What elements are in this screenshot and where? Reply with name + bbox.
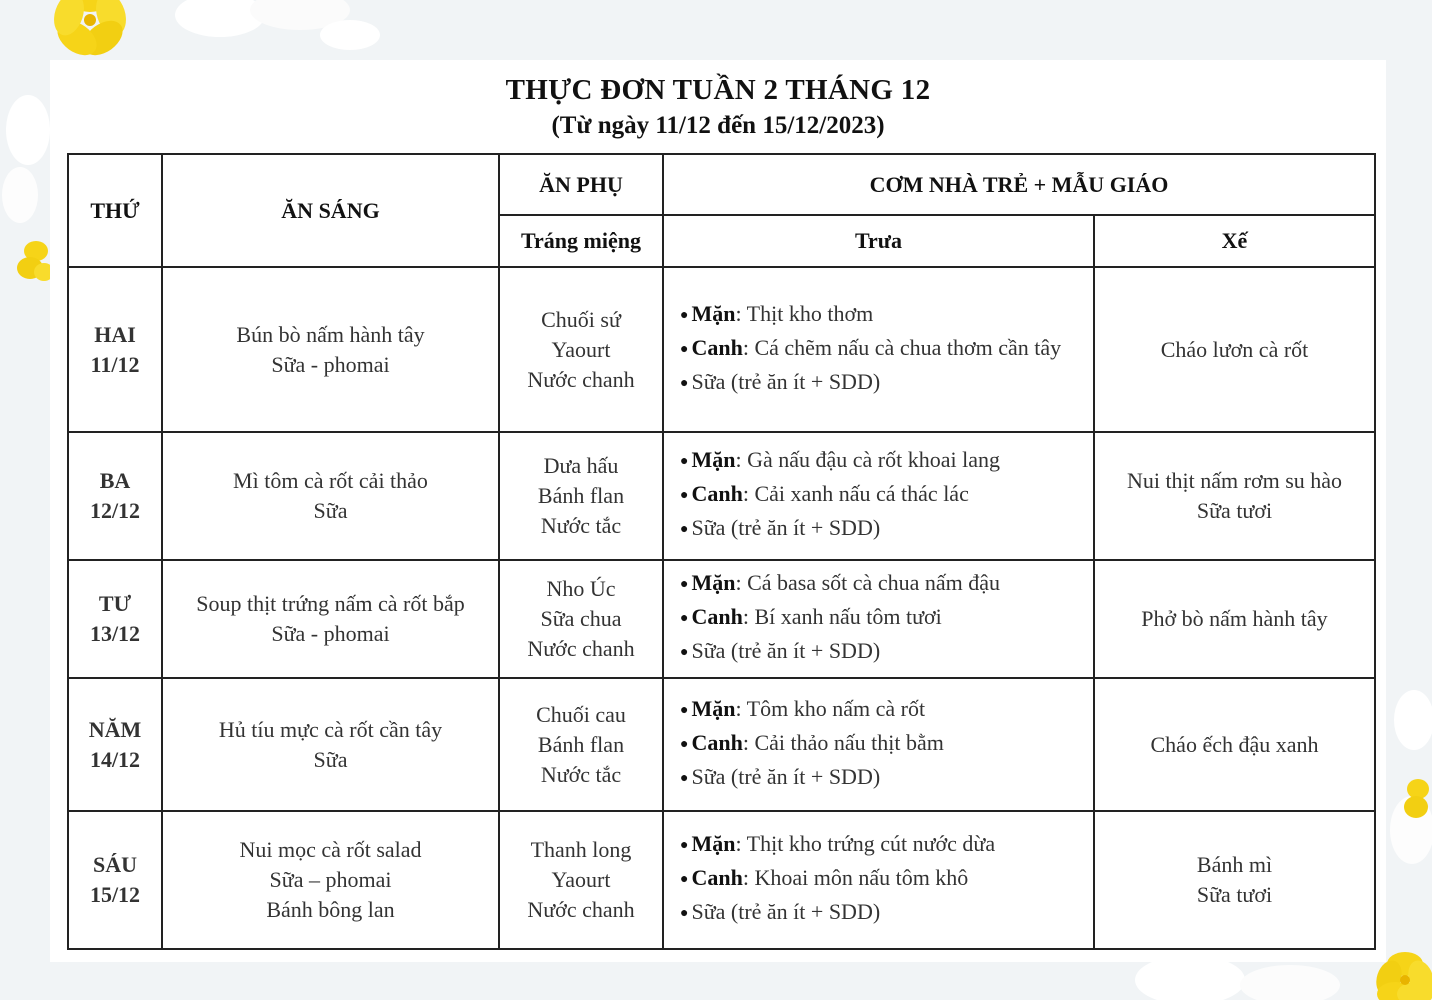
dessert-cell-line: Thanh long [530,837,632,862]
afternoon-cell-line: Nui thịt nấm rơm su hào [1126,468,1343,493]
breakfast-cell-line: Sữa – phomai [269,867,392,892]
lunch-line [680,445,1093,479]
bullet-icon: ● [680,872,689,887]
flower-decoration-right-white [1384,680,1432,880]
lunch-line [680,333,1093,367]
lunch-text: : Tôm kho nấm cà rốt [735,695,926,721]
dessert-cell-line: Nho Úc [546,576,616,601]
dessert-cell [499,811,663,949]
dessert-cell-line: Sữa chua [540,606,622,631]
header-dessert: Tráng miệng [499,215,663,267]
table-row [68,560,1375,678]
lunch-line [680,367,1093,401]
lunch-label: Mặn [691,831,736,856]
day-cell [68,811,162,949]
lunch-cell [663,811,1094,949]
menu-body [68,267,1375,949]
dessert-cell-line: Bánh flan [537,483,625,508]
dessert-cell-line: Yaourt [551,336,611,362]
day-name: TƯ [98,591,132,616]
lunch-text: : Thịt kho thơm [735,300,874,326]
afternoon-cell-line: Cháo lươn cà rốt [1160,336,1309,362]
day-cell [68,267,162,432]
afternoon-cell [1094,678,1375,811]
dessert-cell [499,432,663,560]
dessert-cell-line: Chuối cau [536,701,626,727]
dessert-cell [499,560,663,678]
header-lunch: Trưa [663,215,1094,267]
dessert-cell-line: Nước chanh [527,636,635,661]
day-name: NĂM [88,716,142,742]
dessert-cell [499,678,663,811]
breakfast-cell [162,560,499,678]
lunch-text: : Cải thảo nấu thịt bằm [742,729,944,755]
lunch-line [680,863,1093,897]
dessert-cell-line: Nước chanh [527,366,635,392]
breakfast-cell-line: Sữa - phomai [271,351,390,377]
lunch-line [680,636,1093,670]
lunch-line [680,694,1093,728]
header-day: THỨ [68,154,162,267]
afternoon-cell [1094,560,1375,678]
day-cell [68,432,162,560]
breakfast-cell-line: Soup thịt trứng nấm cà rốt bắp [196,591,465,616]
lunch-line [680,602,1093,636]
afternoon-cell-line: Phở bò nấm hành tây [1141,606,1328,631]
table-row [68,678,1375,811]
day-date: 12/12 [89,498,141,523]
lunch-line [680,829,1093,863]
table-row [68,811,1375,949]
day-date: 15/12 [89,882,141,907]
lunch-cell [663,432,1094,560]
lunch-text: Sữa (trẻ ăn ít + SDD) [691,515,881,540]
table-row [68,267,1375,432]
day-date: 13/12 [89,621,141,646]
lunch-cell [663,267,1094,432]
lunch-line [680,728,1093,762]
lunch-label: Canh [691,865,743,890]
lunch-line [680,299,1093,333]
lunch-text: Sữa (trẻ ăn ít + SDD) [691,368,881,394]
header-meals: CƠM NHÀ TRẺ + MẪU GIÁO [663,154,1375,215]
breakfast-cell-line: Sữa - phomai [271,621,390,646]
breakfast-cell-line: Hủ tíu mực cà rốt cần tây [218,716,443,742]
menu-sheet [50,60,1386,962]
weekly-menu-table [67,153,1376,950]
lunch-text: Sữa (trẻ ăn ít + SDD) [691,763,881,789]
day-name: BA [99,468,131,493]
afternoon-cell [1094,811,1375,949]
breakfast-cell-line: Mì tôm cà rốt cải thảo [233,468,428,493]
flower-decoration-left-white [0,90,55,230]
bullet-icon: ● [680,736,689,752]
dessert-cell [499,267,663,432]
bullet-icon: ● [680,906,689,921]
breakfast-cell-line: Sữa [313,746,348,772]
lunch-text: : Gà nấu đậu cà rốt khoai lang [735,447,1000,472]
lunch-text: : Cá chẽm nấu cà chua thơm cần tây [742,334,1062,360]
bullet-icon: ● [680,611,689,626]
afternoon-cell-line: Cháo ếch đậu xanh [1150,731,1319,757]
lunch-label: Mặn [691,447,736,472]
breakfast-cell [162,811,499,949]
lunch-line [680,568,1093,602]
dessert-cell-line: Nước chanh [527,897,635,922]
breakfast-cell-line: Sữa [313,498,348,523]
day-name: HAI [94,321,136,347]
breakfast-cell [162,267,499,432]
day-date: 14/12 [89,746,141,772]
bullet-icon: ● [680,770,689,786]
bullet-icon: ● [680,341,689,357]
day-cell [68,560,162,678]
lunch-cell [663,560,1094,678]
header-snack: ĂN PHỤ [499,154,663,215]
afternoon-cell [1094,432,1375,560]
lunch-line [680,762,1093,796]
table-row [68,432,1375,560]
dessert-cell-line: Dưa hấu [543,453,619,478]
afternoon-cell-line: Bánh mì [1196,852,1273,877]
bullet-icon: ● [680,522,689,537]
day-cell [68,678,162,811]
bullet-icon: ● [680,577,689,592]
breakfast-cell [162,678,499,811]
dessert-cell-line: Nước tắc [540,761,622,787]
lunch-cell [663,678,1094,811]
bullet-icon: ● [680,375,689,391]
lunch-line [680,479,1093,513]
bullet-icon: ● [680,488,689,503]
lunch-label: Mặn [691,300,736,326]
afternoon-cell-line: Sữa tươi [1196,882,1273,907]
lunch-line [680,513,1093,547]
dessert-cell-line: Bánh flan [537,731,625,757]
lunch-label: Canh [691,334,743,360]
lunch-label: Mặn [691,570,736,595]
lunch-text: : Khoai môn nấu tôm khô [742,865,969,890]
lunch-text: : Cải xanh nấu cá thác lác [742,481,969,506]
breakfast-cell [162,432,499,560]
afternoon-cell-line: Sữa tươi [1196,498,1273,523]
header-afternoon: Xế [1094,215,1375,267]
flower-decoration-left-yellow [14,236,54,286]
lunch-line [680,897,1093,931]
dessert-cell-line: Nước tắc [540,513,622,538]
lunch-text: : Bí xanh nấu tôm tươi [742,604,942,629]
flower-decoration-right-yellow [1400,775,1432,825]
lunch-text: Sữa (trẻ ăn ít + SDD) [691,899,881,924]
afternoon-cell [1094,267,1375,432]
bullet-icon: ● [680,702,689,718]
bullet-icon: ● [680,307,689,323]
page-title: THỰC ĐƠN TUẦN 2 THÁNG 12 [505,74,931,106]
lunch-label: Canh [691,604,743,629]
lunch-text: Sữa (trẻ ăn ít + SDD) [691,638,881,663]
lunch-label: Canh [691,481,743,506]
breakfast-cell-line: Bún bò nấm hành tây [236,321,425,347]
bullet-icon: ● [680,454,689,469]
breakfast-cell-line: Bánh bông lan [266,897,395,922]
breakfast-cell-line: Nui mọc cà rốt salad [239,837,422,862]
lunch-text: : Thịt kho trứng cút nước dừa [735,831,996,856]
dessert-cell-line: Yaourt [551,867,611,892]
lunch-label: Canh [691,729,743,755]
header-breakfast: ĂN SÁNG [162,154,499,267]
lunch-text: : Cá basa sốt cà chua nấm đậu [735,570,1000,595]
dessert-cell-line: Chuối sứ [541,306,621,332]
bullet-icon: ● [680,838,689,853]
day-date: 11/12 [90,351,140,377]
day-name: SÁU [92,852,137,877]
flower-decoration-top-white [160,0,380,60]
lunch-label: Mặn [691,695,736,721]
page-subtitle: (Từ ngày 11/12 đến 15/12/2023) [551,112,885,139]
bullet-icon: ● [680,645,689,660]
